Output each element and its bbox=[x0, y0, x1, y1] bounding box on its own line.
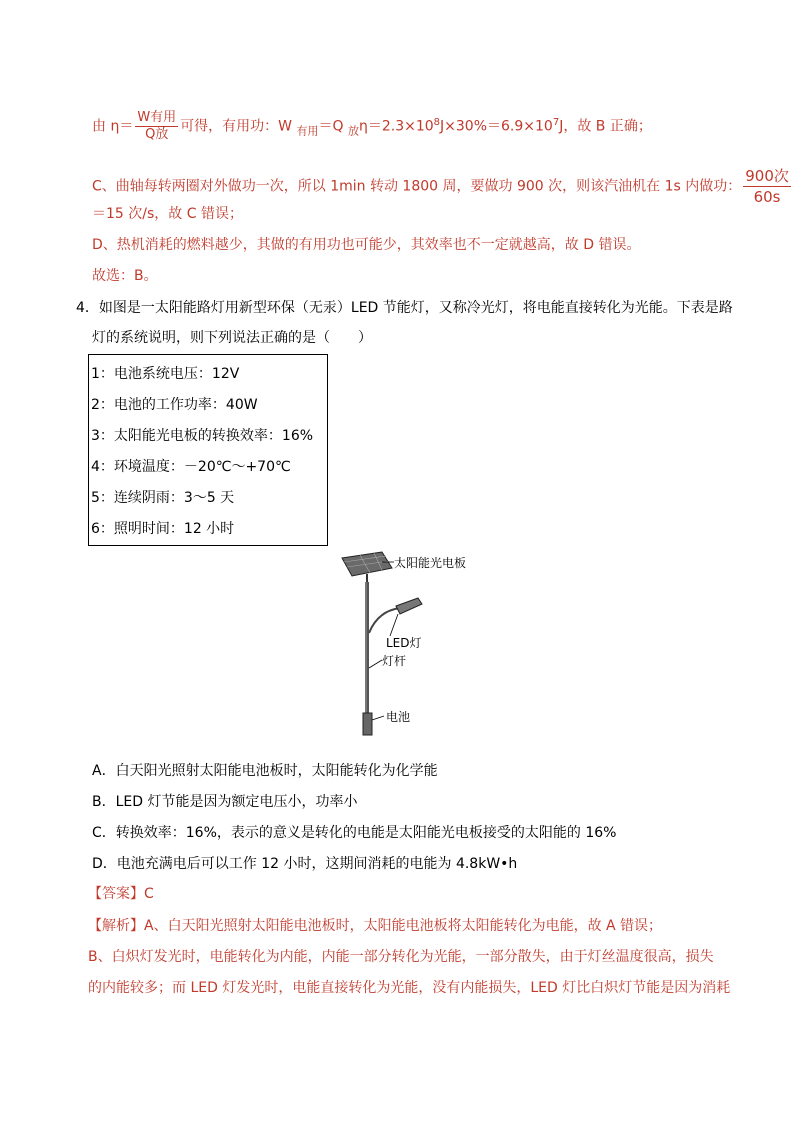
analysis-tag: 【解析】 bbox=[88, 918, 144, 934]
fraction-denominator: Q放 bbox=[145, 127, 169, 142]
label-pole: 灯杆 bbox=[382, 654, 407, 668]
c-fraction-denominator: 60s bbox=[753, 188, 781, 206]
answer-value: C bbox=[144, 886, 154, 902]
label-led: LED灯 bbox=[386, 636, 422, 650]
eff-text-d: J×30%＝6.9×10 bbox=[440, 118, 553, 135]
analysis-line-1 bbox=[88, 916, 662, 936]
c-fraction bbox=[743, 166, 791, 207]
spec-row: 2：电池的工作功率：40W bbox=[91, 397, 258, 413]
spec-row: 4：环境温度：－20℃～+70℃ bbox=[91, 459, 291, 475]
fraction-numerator: W有用 bbox=[137, 110, 177, 125]
option-a: A．白天阳光照射太阳能电池板时，太阳能转化为化学能 bbox=[92, 763, 438, 779]
d-explanation-line: D、热机消耗的燃料越少，其做的有用功也可能少，其效率也不一定就越高，故 D 错误。 bbox=[92, 237, 641, 253]
analysis-line-3: 的内能较多；而 LED 灯发光时，电能直接转化为光能，没有内能损失，LED 灯比白炽灯节能是因为消耗 bbox=[88, 980, 731, 996]
eff-text-b: ＝Q bbox=[318, 118, 348, 135]
eff-text-c: η＝2.3×10 bbox=[358, 118, 434, 135]
c-fraction-numerator: 900次 bbox=[745, 167, 789, 185]
led-head-shape bbox=[396, 598, 422, 614]
efficiency-line bbox=[92, 110, 652, 143]
eff-sub-2: 放 bbox=[347, 124, 359, 138]
c-explanation-line-2: ＝15 次/s，故 C 错误； bbox=[92, 206, 243, 222]
street-light-figure bbox=[330, 548, 490, 738]
analysis-text-1: A、白天阳光照射太阳能电池板时，太阳能电池板将太阳能转化为电能，故 A 错误； bbox=[144, 918, 663, 934]
c-explanation-line bbox=[92, 166, 793, 207]
spec-table bbox=[88, 354, 328, 546]
spec-row: 1：电池系统电压：12V bbox=[91, 366, 240, 382]
eff-text-a: 可得，有用功：W bbox=[180, 118, 297, 135]
option-b: B．LED 灯节能是因为额定电压小，功率小 bbox=[92, 794, 358, 810]
choice-line: 故选：B。 bbox=[92, 268, 158, 284]
spec-row: 6：照明时间：12 小时 bbox=[91, 521, 235, 537]
battery-shape bbox=[363, 713, 372, 735]
label-solar-panel: 太阳能光电板 bbox=[394, 556, 467, 570]
eff-prefix: 由 η＝ bbox=[92, 118, 134, 135]
question-line-1: 4．如图是一太阳能路灯用新型环保（无汞）LED 节能灯，又称冷光灯，将电能直接转化为光能。下表是路 bbox=[76, 300, 733, 316]
option-d: D．电池充满电后可以工作 12 小时，这期间消耗的电能为 4.8kW•h bbox=[92, 856, 518, 872]
eff-sup-2: 7 bbox=[552, 116, 560, 128]
eff-text-e: J，故 B 正确； bbox=[559, 118, 652, 135]
option-c: C．转换效率：16%，表示的意义是转化的电能是太阳能光电板接受的太阳能的 16% bbox=[92, 825, 617, 841]
analysis-line-2: B、白炽灯发光时，电能转化为内能，内能一部分转化为光能，一部分散失，由于灯丝温度很高，损失 bbox=[88, 949, 714, 965]
eff-sub-1: 有用 bbox=[296, 124, 319, 138]
label-battery: 电池 bbox=[386, 710, 411, 724]
question-line-2: 灯的系统说明，则下列说法正确的是（ ） bbox=[92, 330, 372, 346]
answer-line bbox=[88, 884, 154, 904]
answer-tag: 【答案】 bbox=[88, 886, 144, 902]
spec-row: 5：连续阴雨：3～5 天 bbox=[91, 490, 235, 506]
c-text: C、曲轴每转两圈对外做功一次，所以 1min 转动 1800 周，要做功 900 次，则该汽油机在 1s 内做功： bbox=[92, 178, 742, 195]
efficiency-fraction bbox=[135, 110, 178, 143]
eff-sup-1: 8 bbox=[433, 116, 441, 128]
spec-row: 3：太阳能光电板的转换效率：16% bbox=[91, 428, 314, 444]
